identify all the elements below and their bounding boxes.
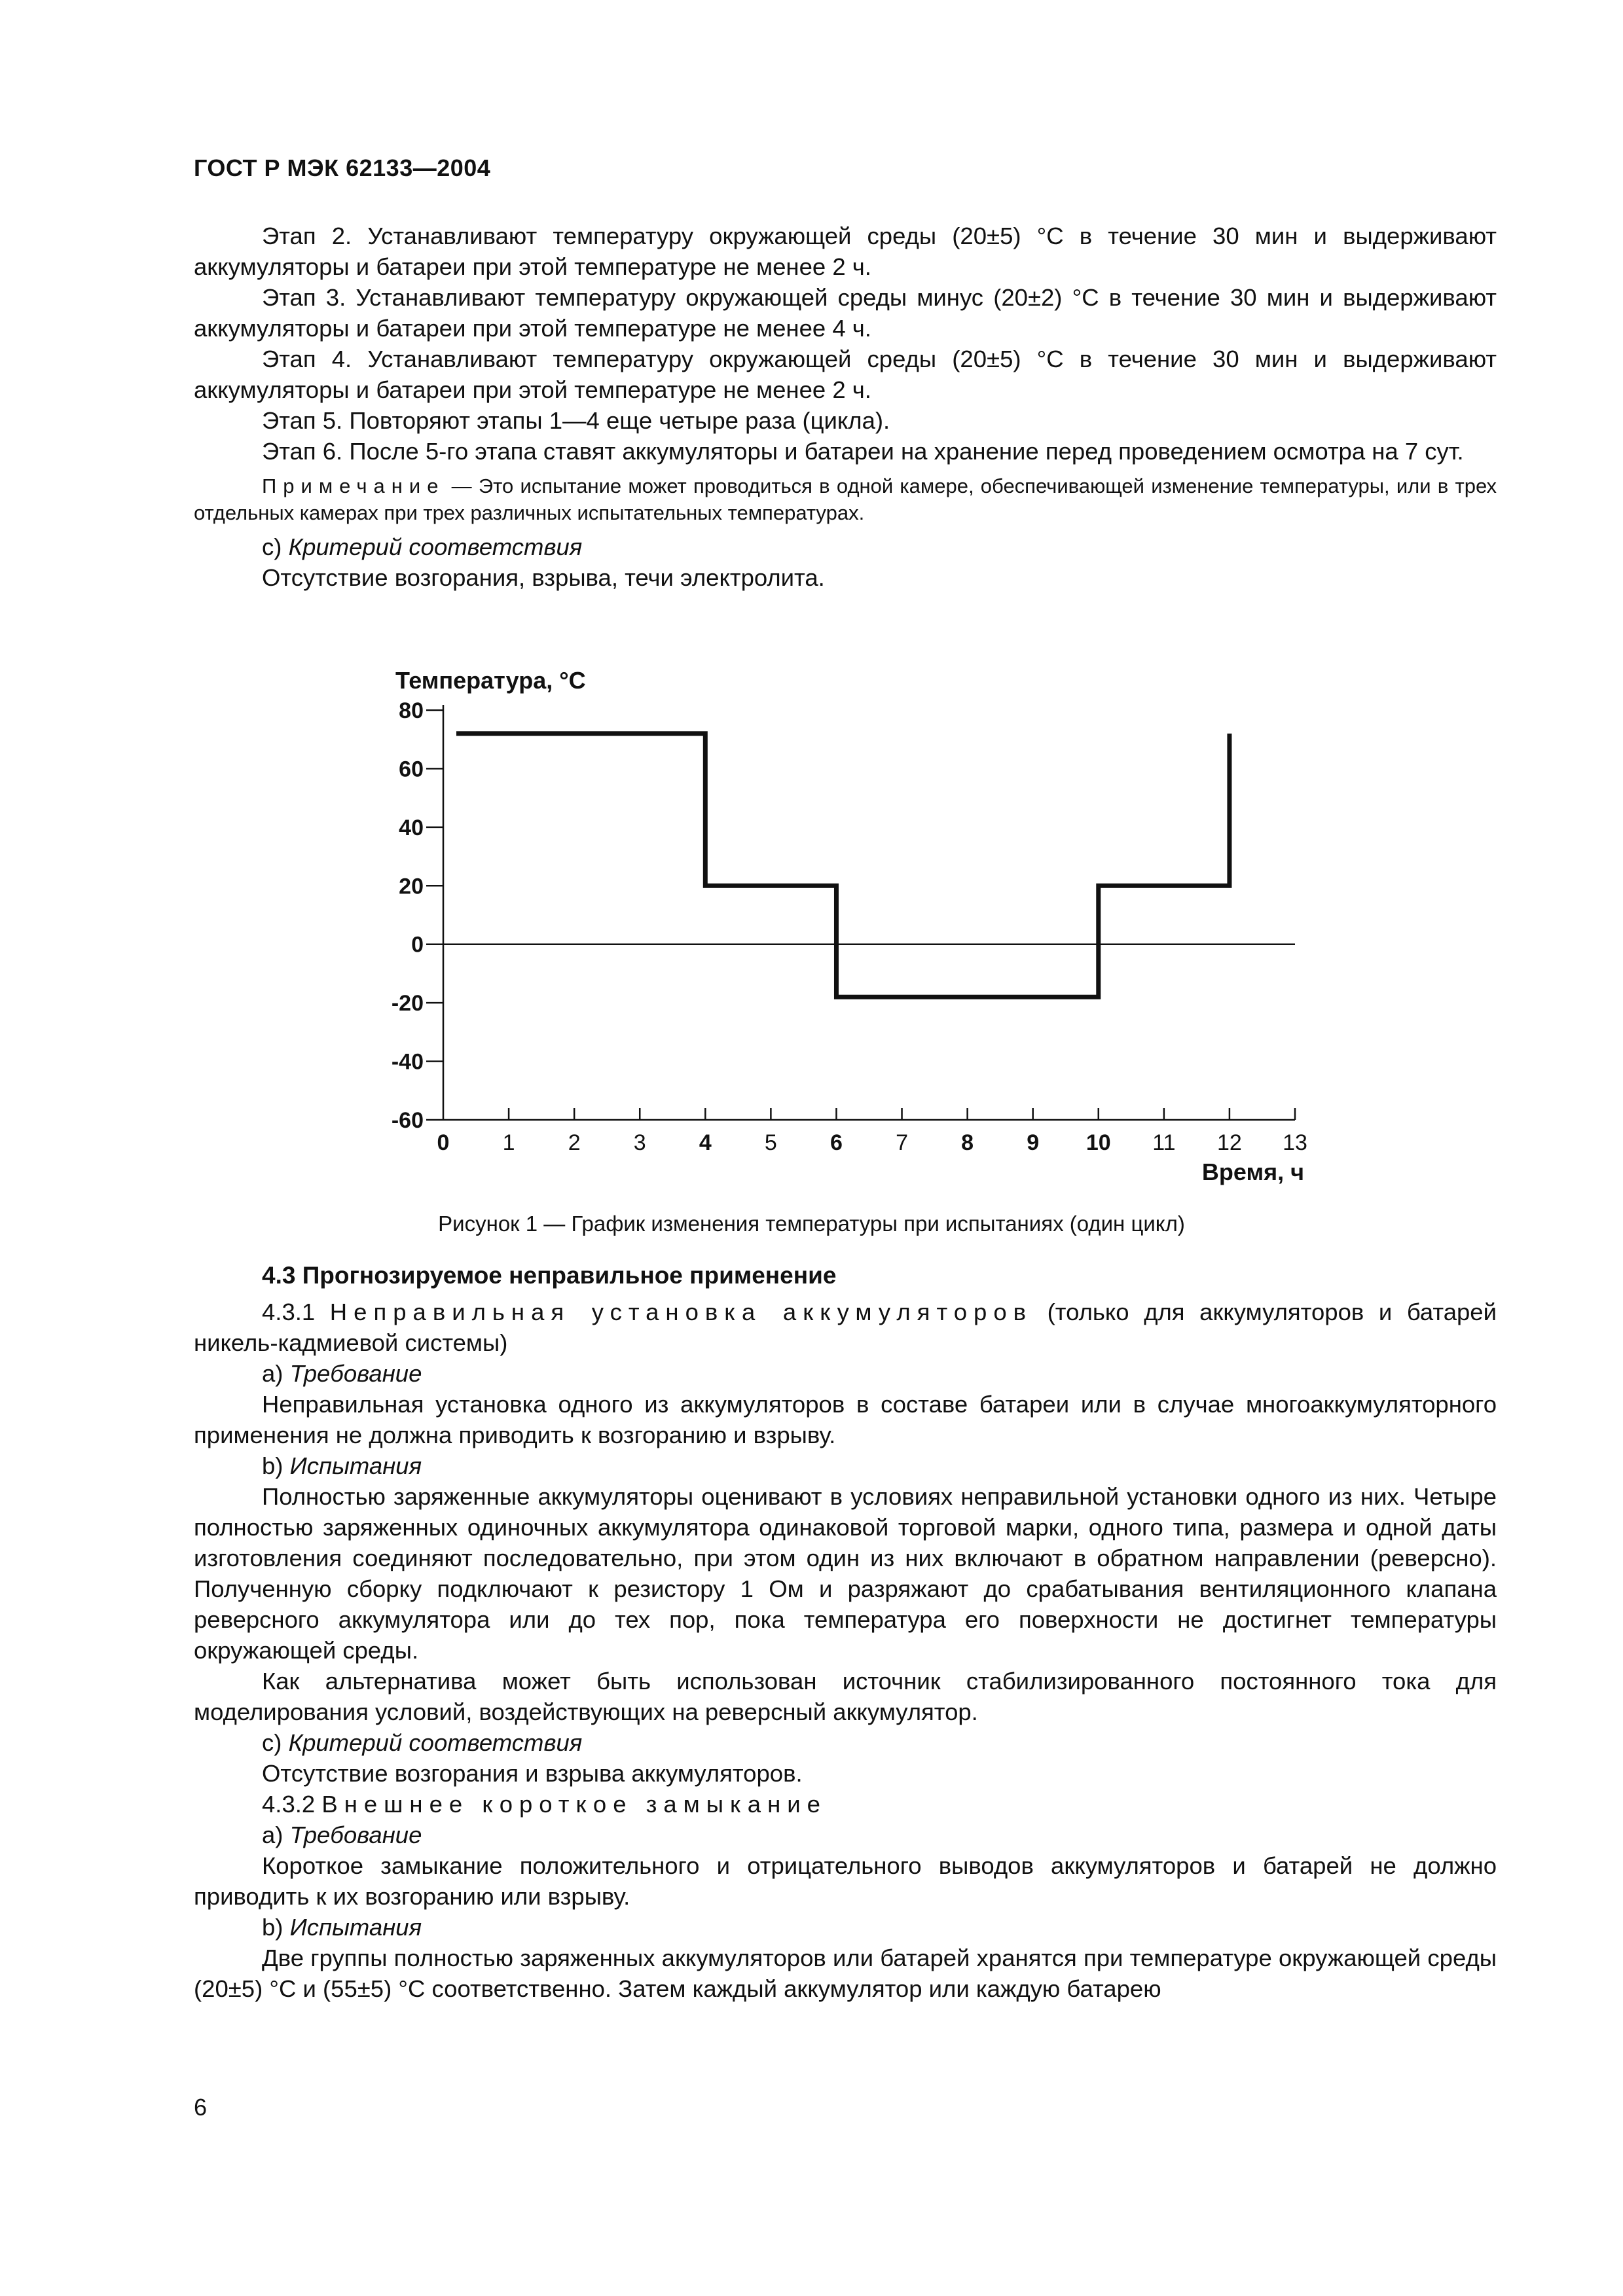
stage-4-paragraph: Этап 4. Устанавливают температуру окружающей среды (20±5) °С в течение 30 мин и выдерживают аккумуляторы и батареи при этой температуре не менее 2 ч. <box>194 346 1497 403</box>
requirement-text: Неправильная установка одного из аккумуляторов в составе батареи или в случае многоаккумуляторного применения не должна приводить к возгоранию и взрыву. <box>194 1391 1497 1448</box>
x-tick-label: 2 <box>568 1130 581 1155</box>
x-tick-label: 8 <box>961 1130 974 1155</box>
subsection-4-3-1-paragraph <box>194 1297 1497 1358</box>
stage-6-paragraph: Этап 6. После 5-го этапа ставят аккумуляторы и батареи на хранение перед проведением осмотра на 7 сут. <box>262 438 1464 465</box>
criterion-2-letter: c) <box>262 1729 282 1756</box>
stage-3-paragraph: Этап 3. Устанавливают температуру окружающей среды минус (20±2) °С в течение 30 мин и выдерживают аккумуляторы и батареи при этой температуре не менее 4 ч. <box>194 284 1497 342</box>
criterion-2-text: Отсутствие возгорания и взрыва аккумуляторов. <box>262 1760 803 1787</box>
section-4-3-block <box>194 1260 1497 2004</box>
x-tick-label: 9 <box>1027 1130 1040 1155</box>
criterion-text: Отсутствие возгорания, взрыва, течи электролита. <box>262 564 825 591</box>
subsection-title: Неправильная установка аккумуляторов <box>329 1299 1033 1325</box>
requirement-2-letter: a) <box>262 1821 283 1848</box>
figure-caption: Рисунок 1 — График изменения температуры при испытаниях (один цикл) <box>438 1211 1185 1236</box>
x-axis-label: Время, ч <box>1201 1158 1304 1185</box>
x-tick-label: 13 <box>1283 1130 1307 1155</box>
requirement-2-label: Требование <box>289 1821 422 1848</box>
x-tick-label: 5 <box>764 1130 777 1155</box>
note-label: Примечание <box>262 475 445 497</box>
y-tick-label: 20 <box>399 874 424 899</box>
document-code-header: ГОСТ Р МЭК 62133—2004 <box>194 154 491 181</box>
alternative-text: Как альтернатива может быть использован источник стабилизированного постоянного тока для моделирования условий, воздействующих на реверсный аккумулятор. <box>194 1668 1497 1725</box>
tests-letter: b) <box>262 1452 283 1479</box>
y-tick-label: 0 <box>411 932 424 958</box>
requirement-2-heading <box>194 1820 1497 1850</box>
y-tick-label: -20 <box>391 991 424 1016</box>
requirement-heading <box>194 1358 1497 1389</box>
tests-label: Испытания <box>289 1452 422 1479</box>
stage-2-paragraph: Этап 2. Устанавливают температуру окружающей среды (20±5) °С в течение 30 мин и выдерживают аккумуляторы и батареи при этой температуре не менее 2 ч. <box>194 223 1497 280</box>
note-text: — Это испытание может проводиться в одной камере, обеспечивающей изменение температуры, или в трех отдельных камерах при трех различных испытательных температурах. <box>194 475 1497 524</box>
section-title: 4.3 Прогнозируемое неправильное применение <box>262 1262 837 1289</box>
chart-layer <box>392 667 1307 1185</box>
tests-2-text: Две группы полностью заряженных аккумуляторов или батарей хранятся при температуре окружающей среды (20±5) °С и (55±5) °С соответственно. Затем каждый аккумулятор или каждую батарею <box>194 1945 1497 2002</box>
x-tick-label: 0 <box>437 1130 450 1155</box>
y-tick-label: -40 <box>391 1049 424 1075</box>
subsection-rest: (только для аккумуляторов и батарей никель-кадмиевой системы) <box>194 1299 1497 1356</box>
tests-2-heading <box>194 1912 1497 1943</box>
tests-2-letter: b) <box>262 1914 283 1941</box>
requirement-label: Требование <box>289 1360 422 1387</box>
criterion-label: Критерий соответствия <box>288 533 583 560</box>
subsection-4-3-2-paragraph <box>194 1789 1497 1820</box>
temperature-series-line <box>456 734 1230 997</box>
tests-text: Полностью заряженные аккумуляторы оценивают в условиях неправильной установки одного из них. Четыре полностью заряженных одиночных аккумулятора одинаковой торговой марки, одного типа, размера и одной даты изготовления соединяют последовательно, при этом один из них включают в обратном направлении (реверсно). Полученную сборку подключают к резистору 1 Ом и разряжают до срабатывания вентиляционного клапана реверсного аккумулятора или до тех пор, пока температура его поверхности не достигнет температуры окружающей среды. <box>194 1483 1497 1664</box>
x-tick-label: 11 <box>1152 1130 1176 1155</box>
y-axis-label: Температура, °С <box>395 667 586 694</box>
stage-5-paragraph: Этап 5. Повторяют этапы 1—4 еще четыре раза (цикла). <box>262 407 890 434</box>
criterion-2-label: Критерий соответствия <box>288 1729 583 1756</box>
subsection-2-title: Внешнее короткое замыкание <box>321 1791 827 1818</box>
tests-heading <box>194 1450 1497 1481</box>
subsection-2-number: 4.3.2 <box>262 1791 316 1818</box>
x-tick-label: 4 <box>699 1130 712 1155</box>
y-tick-label: 80 <box>399 698 424 723</box>
requirement-letter: a) <box>262 1360 283 1387</box>
subsection-number: 4.3.1 <box>262 1299 316 1325</box>
y-tick-label: 60 <box>399 757 424 782</box>
y-tick-label: -60 <box>391 1108 424 1133</box>
x-tick-label: 7 <box>896 1130 908 1155</box>
criterion-2-heading <box>194 1727 1497 1758</box>
criterion-letter: c) <box>262 533 282 560</box>
x-tick-label: 10 <box>1085 1130 1111 1155</box>
tests-2-label: Испытания <box>289 1914 422 1941</box>
page-number: 6 <box>194 2094 208 2121</box>
x-tick-label: 12 <box>1217 1130 1242 1155</box>
y-tick-label: 40 <box>399 815 424 840</box>
x-tick-label: 3 <box>633 1130 646 1155</box>
requirement-2-text: Короткое замыкание положительного и отрицательного выводов аккумуляторов и батарей не должно приводить к их возгоранию или взрыву. <box>194 1852 1497 1910</box>
x-tick-label: 6 <box>830 1130 843 1155</box>
x-tick-label: 1 <box>502 1130 515 1155</box>
